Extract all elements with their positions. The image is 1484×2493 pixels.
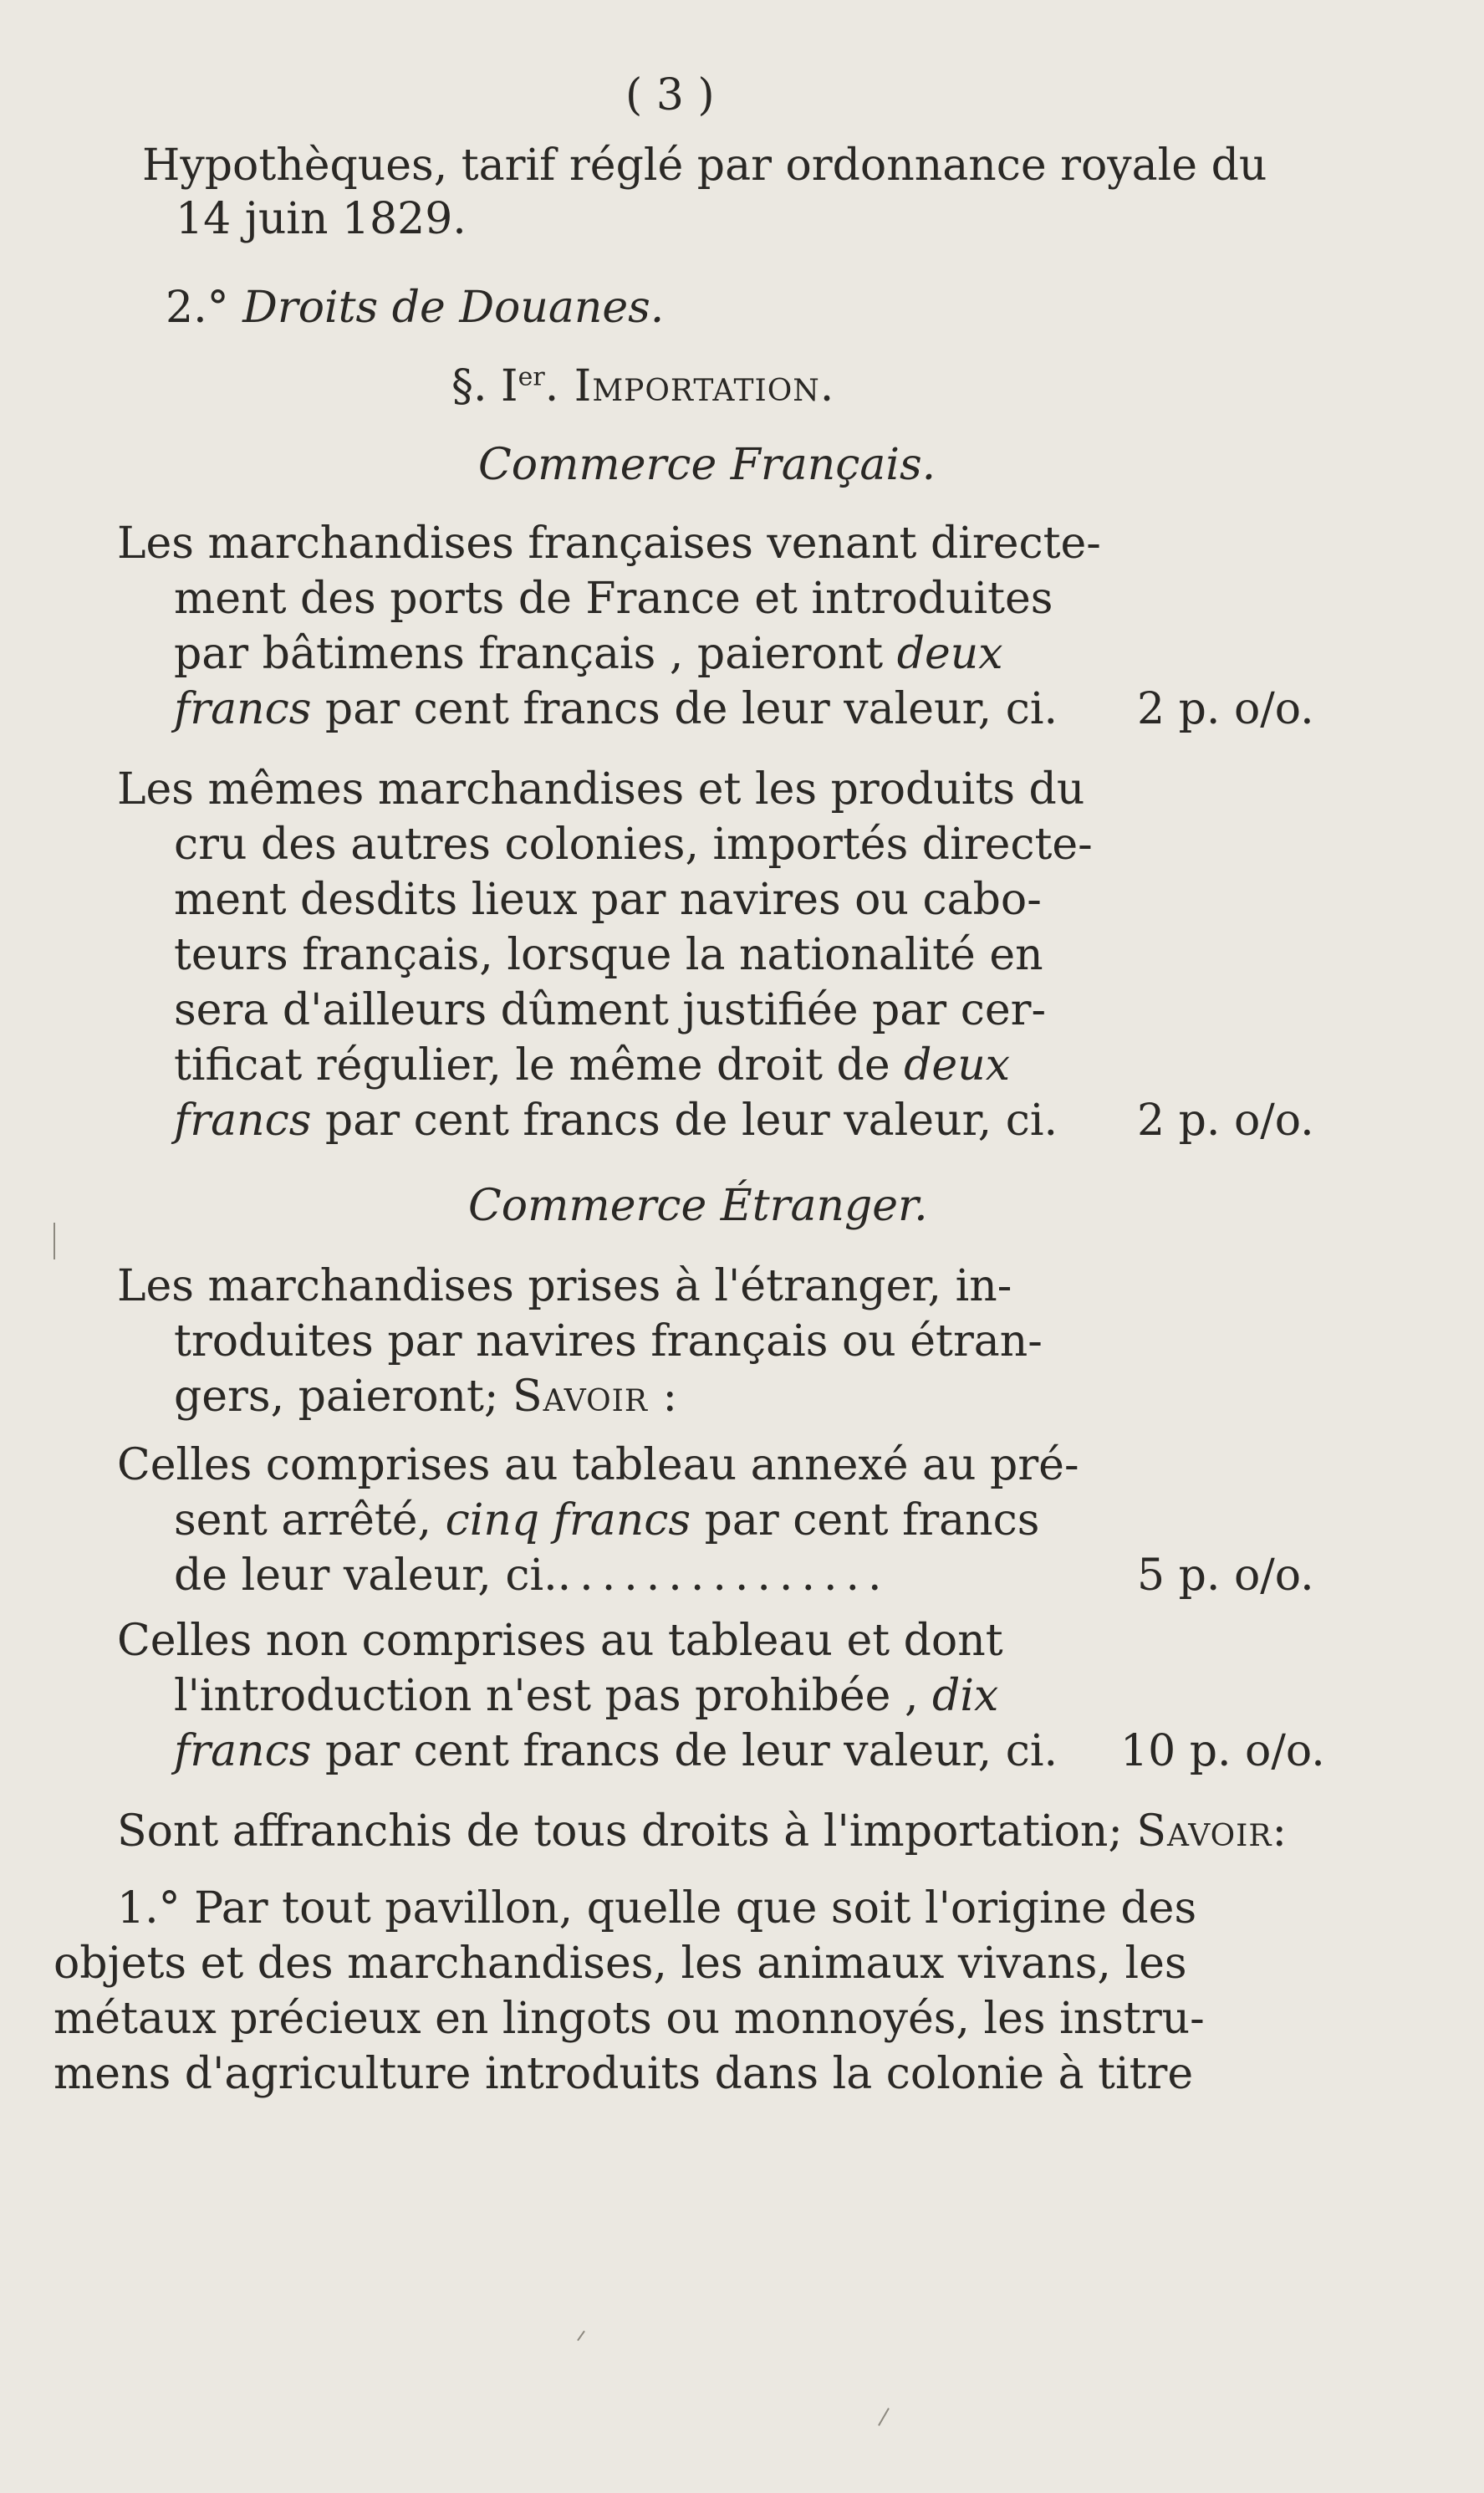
- subsection-prefix: §. I: [451, 361, 518, 411]
- para5-line-1: Celles non comprises au tableau et dont: [117, 1616, 1003, 1666]
- para2-line-6-text: tificat régulier, le même droit de: [174, 1040, 905, 1091]
- para2-italic-francs: francs: [174, 1096, 312, 1146]
- intro-line-2: 14 juin 1829.: [176, 194, 467, 244]
- section-number: 2.°: [166, 283, 229, 333]
- para2-line-2: cru des autres colonies, importés directe-: [174, 820, 1093, 870]
- para5-italic-dix: dix: [932, 1671, 999, 1721]
- para5-amount: 10 p. o/o.: [1120, 1726, 1325, 1776]
- para3-savoir: Savoir :: [512, 1372, 679, 1422]
- para3-line-2: troduites par navires français ou étran-: [174, 1316, 1043, 1367]
- para2-line-7-text: par cent francs de leur valeur, ci.: [311, 1096, 1058, 1146]
- margin-mark: [54, 1223, 55, 1259]
- para1-line-1: Les marchandises françaises venant directe-: [117, 519, 1101, 569]
- para6-line: [117, 1805, 1288, 1858]
- subsection-title: . Importation.: [544, 361, 835, 411]
- para2-line-4: teurs français, lorsque la nationalité en: [174, 930, 1043, 980]
- para5-line-3: [174, 1724, 1058, 1778]
- para6-savoir: Savoir:: [1136, 1806, 1288, 1857]
- section-heading-douanes: [166, 281, 664, 335]
- para1-line-3-text: par bâtimens français , paieront: [174, 629, 897, 679]
- para2-line-1: Les mêmes marchandises et les produits du: [117, 764, 1085, 815]
- para7-line-3: métaux précieux en lingots ou monnoyés, les instru-: [54, 1994, 1205, 2044]
- para4-italic-cinq-francs: cinq francs: [445, 1495, 691, 1545]
- section-title: Droits de Douanes.: [242, 283, 665, 333]
- para2-line-3: ment desdits lieux par navires ou cabo-: [174, 875, 1042, 925]
- para1-line-3: [174, 627, 1003, 681]
- para5-line-2: [174, 1669, 998, 1723]
- para4-dot-leader: ...............: [557, 1550, 890, 1601]
- heading-commerce-francais: Commerce Français.: [478, 440, 936, 490]
- intro-line-1: Hypothèques, tarif réglé par ordonnance royale du: [142, 140, 1267, 191]
- para4-line-1: Celles comprises au tableau annexé au pré-: [117, 1440, 1079, 1490]
- para1-italic-francs: francs: [174, 684, 312, 734]
- para5-line-2-text: l'introduction n'est pas prohibée ,: [174, 1671, 933, 1721]
- para4-line-3: [174, 1549, 890, 1602]
- para6-text: Sont affranchis de tous droits à l'importation;: [117, 1806, 1137, 1857]
- para7-line-4: mens d'agriculture introduits dans la colonie à titre: [54, 2049, 1194, 2099]
- para1-amount: 2 p. o/o.: [1137, 684, 1314, 734]
- para2-amount: 2 p. o/o.: [1137, 1096, 1314, 1146]
- subsection-sup: er: [518, 362, 545, 392]
- para4-line-2-text: sent arrêté,: [174, 1495, 446, 1545]
- para5-italic-francs: francs: [174, 1726, 312, 1776]
- para2-line-7: [174, 1094, 1058, 1147]
- para3-line-3-text: gers, paieront;: [174, 1372, 513, 1422]
- para5-line-3-text: par cent francs de leur valeur, ci.: [311, 1726, 1058, 1776]
- para7-line-2: objets et des marchandises, les animaux vivans, les: [54, 1939, 1187, 1989]
- para7-line-1: 1.° Par tout pavillon, quelle que soit l'origine des: [117, 1883, 1197, 1934]
- paper-speck: [878, 2408, 890, 2426]
- para4-amount: 5 p. o/o.: [1137, 1550, 1314, 1601]
- para1-italic-deux: deux: [896, 629, 1003, 679]
- para2-italic-deux: deux: [904, 1040, 1011, 1091]
- para4-line-2-tail: par cent francs: [691, 1495, 1040, 1545]
- para2-line-6: [174, 1039, 1010, 1092]
- para1-line-2: ment des ports de France et introduites: [174, 574, 1053, 624]
- para2-line-5: sera d'ailleurs dûment justifiée par cer-: [174, 985, 1047, 1035]
- para1-line-4: [174, 682, 1058, 736]
- para1-line-4-text: par cent francs de leur valeur, ci.: [311, 684, 1058, 734]
- page-number: ( 3 ): [625, 70, 715, 120]
- para4-line-2: [174, 1494, 1039, 1547]
- heading-commerce-etranger: Commerce Étranger.: [468, 1181, 928, 1231]
- paper-speck: [577, 2331, 585, 2342]
- para3-line-1: Les marchandises prises à l'étranger, in-: [117, 1261, 1012, 1311]
- subsection-heading-importation: [451, 360, 834, 413]
- para4-line-3-text: de leur valeur, ci.: [174, 1550, 558, 1601]
- para3-line-3: [174, 1370, 678, 1423]
